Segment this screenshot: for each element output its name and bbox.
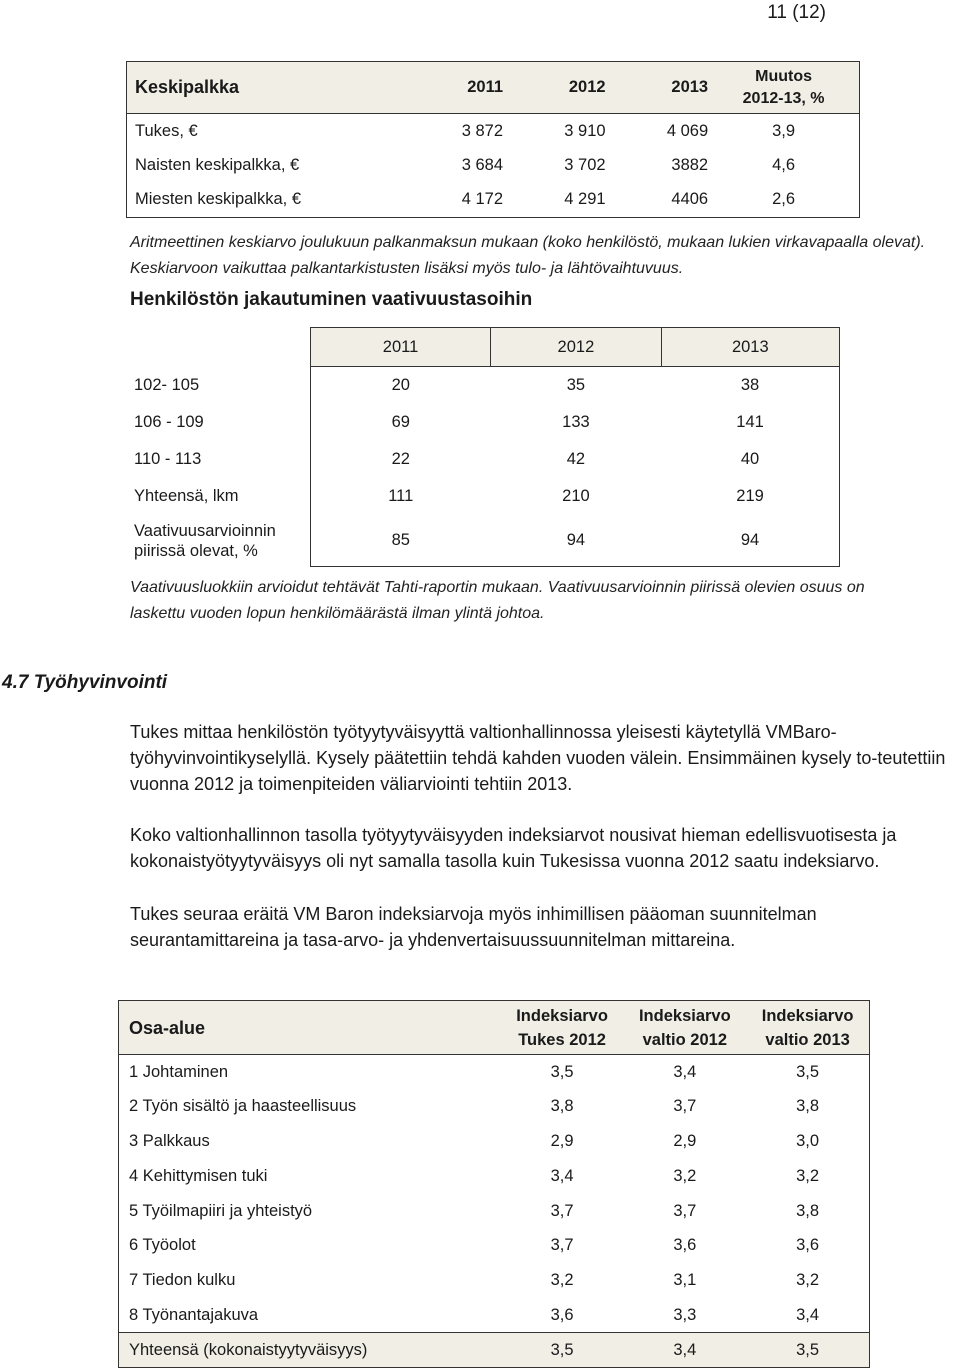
cell: 22 (310, 441, 490, 478)
cell: 35 (566, 375, 586, 394)
cell: 3 872 (461, 121, 504, 140)
table-row (127, 148, 860, 183)
table-row (119, 1089, 870, 1124)
cell: 42 (566, 449, 586, 468)
row-label: Vaativuusarvioinnin piirissä olevat, % (134, 521, 276, 560)
cell: 40 (661, 441, 839, 478)
cell: 3,7 (673, 1097, 697, 1116)
section-title: 4.7 Työhyvinvointi (2, 672, 168, 693)
page-number: 11 (12) (767, 2, 826, 23)
cell: 4 291 (503, 183, 606, 218)
cell: 3,1 (673, 1271, 697, 1290)
cell: 2,6 (708, 183, 859, 218)
cell: 3,4 (623, 1333, 746, 1368)
cell: 3,4 (673, 1062, 697, 1081)
row-label: 8 Työnantajakuva (129, 1305, 259, 1324)
cell: 3,2 (796, 1271, 820, 1290)
cell: 3,6 (796, 1236, 820, 1255)
table-row (119, 1124, 870, 1159)
cell: 3,6 (673, 1236, 697, 1255)
index-table (118, 1000, 870, 1368)
salary-header-2013: 2013 (606, 62, 709, 114)
cell: 3,2 (796, 1166, 820, 1185)
row-label: Naisten keskipalkka, € (127, 148, 433, 183)
row-label: 5 Työilmapiiri ja yhteistyö (129, 1201, 313, 1220)
row-label: 6 Työolot (129, 1236, 196, 1255)
total-label: Yhteensä (kokonaistyytyväisyys) (119, 1333, 501, 1368)
cell: 4,6 (708, 148, 859, 183)
cell: 4406 (606, 183, 709, 218)
table-row (128, 515, 840, 567)
paragraph: Tukes mittaa henkilöstön työtyytyväisyyttä valtionhallinnossa yleisesti käytetyllä VMBaro-työhyvinvointikyselyllä. Kysely päätettiin tehdä kahden vuoden välein. Ensimmäinen kysely to-teutettiin vuonna 2012 ja toimenpiteiden väliarviointi tehtiin 2013. (130, 722, 946, 794)
index-header-area: Osa-alue (119, 1001, 501, 1055)
row-label: 7 Tiedon kulku (129, 1271, 236, 1290)
index-header-valtio-2012 (623, 1001, 746, 1055)
table-row (119, 1228, 870, 1263)
cell: 3,5 (796, 1062, 820, 1081)
index-header-line2: Tukes 2012 (518, 1030, 606, 1049)
row-label: Tukes, € (127, 114, 433, 149)
cell: 85 (310, 515, 490, 567)
salary-header-change (708, 62, 859, 114)
cell: 3,5 (501, 1333, 624, 1368)
demand-note: Vaativuusluokkiin arvioidut tehtävät Tahti-raportin mukaan. Vaativuusarvioinnin piirissä olevien osuus on laskettu vuoden lopun henkilömäärästä ilman ylintä johtoa. (130, 579, 865, 622)
table-row (119, 1263, 870, 1298)
cell: 20 (310, 367, 490, 404)
salary-header-2012: 2012 (503, 62, 606, 114)
table-row (127, 183, 860, 218)
table-row (128, 441, 840, 478)
demand-header-empty (128, 328, 310, 367)
cell: 3,2 (550, 1271, 574, 1290)
index-header-line2: valtio 2012 (642, 1030, 728, 1049)
row-label: Miesten keskipalkka, € (127, 183, 433, 218)
salary-header-change-line2: 2012-13, % (742, 89, 825, 107)
cell: 111 (310, 478, 490, 515)
index-header-tukes-2012 (501, 1001, 624, 1055)
demand-table-header (128, 328, 840, 367)
salary-table-header (127, 62, 860, 114)
cell: 94 (661, 515, 839, 567)
cell: 3,5 (746, 1333, 869, 1368)
index-header-valtio-2013 (746, 1001, 869, 1055)
cell: 210 (562, 486, 590, 505)
cell: 3 684 (461, 155, 504, 174)
total-row (119, 1333, 870, 1368)
cell: 3,0 (796, 1131, 820, 1150)
cell: 3,4 (550, 1166, 574, 1185)
cell: 3,4 (796, 1305, 820, 1324)
row-label: 106 - 109 (134, 413, 204, 431)
salary-header-2011: 2011 (433, 62, 503, 114)
cell: 3,7 (550, 1236, 574, 1255)
salary-note: Aritmeettinen keskiarvo joulukuun palkanmaksun mukaan (koko henkilöstö, mukaan lukien virkavapaalla olevat). Keskiarvoon vaikuttaa palkantarkistusten lisäksi myös tulo- ja lähtövaihtuvuus. (130, 234, 926, 277)
cell: 38 (661, 367, 839, 404)
cell: 2,9 (673, 1131, 697, 1150)
salary-header-label: Keskipalkka (127, 62, 433, 114)
cell: 94 (491, 515, 661, 567)
cell: 133 (562, 412, 590, 431)
demand-table (128, 327, 840, 567)
demand-header-2011: 2011 (310, 328, 490, 367)
row-label: Yhteensä, lkm (134, 487, 239, 505)
paragraph: Tukes seuraa eräitä VM Baron indeksiarvoja myös inhimillisen pääoman suunnitelman seurantamittareina ja tasa-arvo- ja yhdenvertaisuussuunnitelman mittareina. (130, 904, 817, 950)
cell: 3,5 (550, 1062, 574, 1081)
cell: 2,9 (550, 1131, 574, 1150)
cell: 141 (661, 404, 839, 441)
row-label: 4 Kehittymisen tuki (129, 1166, 268, 1185)
paragraph: Koko valtionhallinnon tasolla työtyytyväisyyden indeksiarvot nousivat hieman edellisvuotisesta ja kokonaistyötyytyväisyys oli nyt samalla tasolla kuin Tukesissa vuonna 2012 saatu indeksiarvo. (130, 825, 897, 871)
cell: 3,9 (708, 114, 859, 149)
salary-table (126, 61, 860, 218)
table-row (119, 1159, 870, 1194)
table-row (128, 478, 840, 515)
salary-header-change-line1: Muutos (755, 67, 812, 85)
index-header-line2: valtio 2013 (765, 1030, 850, 1049)
cell: 3 910 (564, 121, 606, 140)
cell: 3,8 (796, 1097, 820, 1116)
row-label: 2 Työn sisältö ja haasteellisuus (129, 1097, 357, 1116)
cell: 3,2 (673, 1166, 697, 1185)
demand-header-2012: 2012 (491, 328, 661, 367)
index-table-header (119, 1001, 870, 1055)
table-row (128, 367, 840, 404)
cell: 3,7 (550, 1201, 574, 1220)
cell: 3882 (671, 155, 709, 174)
cell: 3,3 (673, 1305, 697, 1324)
row-label: 110 - 113 (134, 450, 202, 468)
index-header-line1: Indeksiarvo (761, 1006, 854, 1025)
row-label: 1 Johtaminen (129, 1062, 229, 1081)
table-row (128, 404, 840, 441)
index-header-line1: Indeksiarvo (638, 1006, 731, 1025)
table-row (119, 1194, 870, 1229)
cell: 219 (661, 478, 839, 515)
row-label: 3 Palkkaus (129, 1131, 210, 1150)
table-row (127, 114, 860, 149)
table-row (119, 1055, 870, 1090)
cell: 3,8 (796, 1201, 820, 1220)
cell: 3,7 (673, 1201, 697, 1220)
cell: 3,6 (550, 1305, 574, 1324)
cell: 69 (310, 404, 490, 441)
cell: 4 172 (433, 183, 503, 218)
demand-heading: Henkilöstön jakautuminen vaativuustasoihin (130, 289, 533, 310)
table-row (119, 1298, 870, 1333)
row-label: 102- 105 (134, 376, 200, 394)
cell: 4 069 (666, 121, 709, 140)
index-header-line1: Indeksiarvo (516, 1006, 608, 1025)
cell: 3,8 (550, 1097, 574, 1116)
demand-header-2013: 2013 (661, 328, 839, 367)
cell: 3 702 (564, 155, 606, 174)
